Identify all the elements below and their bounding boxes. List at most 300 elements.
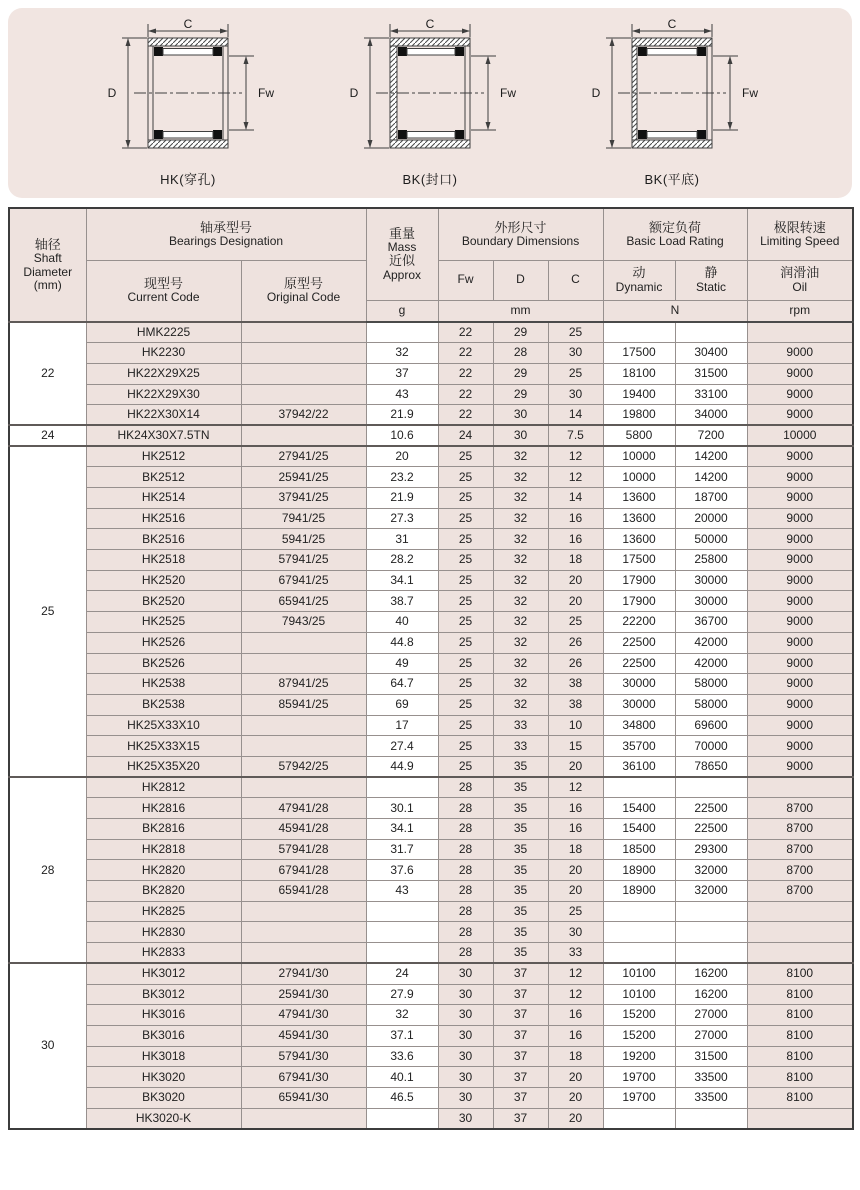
fw-cell: 25 (438, 591, 493, 612)
mass-cell: 27.4 (366, 736, 438, 757)
c-cell: 7.5 (548, 425, 603, 446)
original-code-cell: 57941/25 (241, 550, 366, 571)
header-oil: 润滑油 Oil (747, 260, 853, 300)
table-row (9, 943, 853, 964)
header-unit-rpm: rpm (747, 300, 853, 322)
svg-text:Fw: Fw (258, 86, 274, 100)
table-row (9, 922, 853, 943)
fw-cell: 25 (438, 508, 493, 529)
dynamic-load-cell: 30000 (603, 694, 675, 715)
table-row (9, 363, 853, 384)
speed-cell (747, 922, 853, 943)
speed-cell: 9000 (747, 715, 853, 736)
mass-cell (366, 322, 438, 343)
fw-cell: 30 (438, 1005, 493, 1026)
c-cell: 18 (548, 1046, 603, 1067)
mass-cell: 37.1 (366, 1025, 438, 1046)
static-load-cell: 30400 (675, 343, 747, 364)
static-load-cell: 33500 (675, 1067, 747, 1088)
speed-cell: 10000 (747, 425, 853, 446)
original-code-cell (241, 322, 366, 343)
table-row (9, 591, 853, 612)
original-code-cell: 7941/25 (241, 508, 366, 529)
c-cell: 25 (548, 363, 603, 384)
table-row (9, 1087, 853, 1108)
mass-cell: 21.9 (366, 405, 438, 426)
svg-text:Fw: Fw (742, 86, 758, 100)
table-row (9, 1067, 853, 1088)
table-row (9, 529, 853, 550)
shaft-diameter-cell: 25 (9, 446, 86, 777)
d-cell: 35 (493, 943, 548, 964)
dynamic-load-cell (603, 322, 675, 343)
mass-cell: 27.9 (366, 984, 438, 1005)
original-code-cell: 45941/30 (241, 1025, 366, 1046)
original-code-cell (241, 901, 366, 922)
fw-cell: 22 (438, 384, 493, 405)
fw-cell: 25 (438, 446, 493, 467)
d-cell: 37 (493, 1046, 548, 1067)
table-row (9, 632, 853, 653)
static-load-cell: 33500 (675, 1087, 747, 1108)
d-cell: 30 (493, 425, 548, 446)
table-row (9, 963, 853, 984)
current-code-cell: HK2230 (86, 343, 241, 364)
bearing-diagrams-panel (8, 8, 852, 198)
table-row (9, 425, 853, 446)
static-load-cell: 42000 (675, 632, 747, 653)
bearing-diagram-bk-sealed (330, 18, 530, 188)
dynamic-load-cell: 18900 (603, 860, 675, 881)
c-cell: 16 (548, 1025, 603, 1046)
mass-cell: 21.9 (366, 488, 438, 509)
fw-cell: 22 (438, 405, 493, 426)
mass-cell: 30.1 (366, 798, 438, 819)
original-code-cell: 37941/25 (241, 488, 366, 509)
header-unit-mm: mm (438, 300, 603, 322)
original-code-cell: 45941/28 (241, 819, 366, 840)
fw-cell: 28 (438, 839, 493, 860)
current-code-cell: HK3020-K (86, 1108, 241, 1129)
d-cell: 32 (493, 529, 548, 550)
current-code-cell: HK2512 (86, 446, 241, 467)
header-fw: Fw (438, 260, 493, 300)
c-cell: 12 (548, 777, 603, 798)
dynamic-load-cell (603, 1108, 675, 1129)
mass-cell: 43 (366, 881, 438, 902)
c-cell: 20 (548, 756, 603, 777)
svg-text:D: D (107, 86, 117, 100)
header-limiting-speed: 极限转速 Limiting Speed (747, 208, 853, 260)
c-cell: 25 (548, 322, 603, 343)
speed-cell: 9000 (747, 384, 853, 405)
fw-cell: 28 (438, 922, 493, 943)
d-cell: 35 (493, 777, 548, 798)
d-cell: 35 (493, 756, 548, 777)
original-code-cell: 65941/30 (241, 1087, 366, 1108)
d-cell: 32 (493, 488, 548, 509)
fw-cell: 25 (438, 632, 493, 653)
speed-cell: 9000 (747, 488, 853, 509)
dynamic-load-cell: 15400 (603, 819, 675, 840)
header-unit-g: g (366, 300, 438, 322)
d-cell: 33 (493, 715, 548, 736)
static-load-cell: 70000 (675, 736, 747, 757)
dynamic-load-cell: 35700 (603, 736, 675, 757)
speed-cell: 9000 (747, 343, 853, 364)
dynamic-load-cell: 10000 (603, 446, 675, 467)
c-cell: 12 (548, 446, 603, 467)
dynamic-load-cell (603, 901, 675, 922)
c-cell: 30 (548, 343, 603, 364)
fw-cell: 24 (438, 425, 493, 446)
fw-cell: 25 (438, 756, 493, 777)
speed-cell (747, 943, 853, 964)
header-bearings-designation: 轴承型号 Bearings Designation (86, 208, 366, 260)
c-cell: 10 (548, 715, 603, 736)
table-row (9, 881, 853, 902)
dynamic-load-cell: 5800 (603, 425, 675, 446)
mass-cell (366, 943, 438, 964)
c-cell: 16 (548, 1005, 603, 1026)
dynamic-load-cell: 22200 (603, 612, 675, 633)
mass-cell: 37.6 (366, 860, 438, 881)
d-cell: 32 (493, 467, 548, 488)
current-code-cell: HK2833 (86, 943, 241, 964)
speed-cell: 9000 (747, 363, 853, 384)
original-code-cell: 57941/28 (241, 839, 366, 860)
current-code-cell: HK24X30X7.5TN (86, 425, 241, 446)
c-cell: 33 (548, 943, 603, 964)
original-code-cell (241, 343, 366, 364)
d-cell: 37 (493, 963, 548, 984)
original-code-cell (241, 425, 366, 446)
diagram-caption: HK(穿孔) (160, 172, 216, 187)
static-load-cell: 16200 (675, 984, 747, 1005)
current-code-cell: BK2516 (86, 529, 241, 550)
static-load-cell (675, 322, 747, 343)
table-row (9, 777, 853, 798)
static-load-cell: 18700 (675, 488, 747, 509)
static-load-cell: 34000 (675, 405, 747, 426)
d-cell: 32 (493, 446, 548, 467)
current-code-cell: HK22X29X25 (86, 363, 241, 384)
d-cell: 35 (493, 819, 548, 840)
d-cell: 32 (493, 694, 548, 715)
table-row (9, 1046, 853, 1067)
speed-cell: 8100 (747, 1025, 853, 1046)
mass-cell: 32 (366, 343, 438, 364)
table-row (9, 715, 853, 736)
c-cell: 30 (548, 922, 603, 943)
original-code-cell (241, 363, 366, 384)
dynamic-load-cell: 18500 (603, 839, 675, 860)
table-row (9, 694, 853, 715)
dynamic-load-cell: 10100 (603, 963, 675, 984)
speed-cell: 9000 (747, 446, 853, 467)
speed-cell: 8100 (747, 1046, 853, 1067)
static-load-cell (675, 922, 747, 943)
c-cell: 20 (548, 1067, 603, 1088)
d-cell: 32 (493, 508, 548, 529)
shaft-diameter-cell: 28 (9, 777, 86, 963)
fw-cell: 25 (438, 694, 493, 715)
speed-cell: 8700 (747, 881, 853, 902)
current-code-cell: HK3018 (86, 1046, 241, 1067)
speed-cell: 9000 (747, 653, 853, 674)
table-row (9, 488, 853, 509)
current-code-cell: HMK2225 (86, 322, 241, 343)
speed-cell: 9000 (747, 591, 853, 612)
fw-cell: 30 (438, 1108, 493, 1129)
dynamic-load-cell: 36100 (603, 756, 675, 777)
c-cell: 14 (548, 488, 603, 509)
fw-cell: 28 (438, 881, 493, 902)
mass-cell: 33.6 (366, 1046, 438, 1067)
mass-cell: 64.7 (366, 674, 438, 695)
dynamic-load-cell: 10000 (603, 467, 675, 488)
fw-cell: 22 (438, 343, 493, 364)
dynamic-load-cell: 19800 (603, 405, 675, 426)
mass-cell: 31.7 (366, 839, 438, 860)
current-code-cell: HK2538 (86, 674, 241, 695)
bearing-diagram-bk-flat (572, 18, 772, 188)
dynamic-load-cell: 19700 (603, 1067, 675, 1088)
svg-text:D: D (591, 86, 601, 100)
static-load-cell: 25800 (675, 550, 747, 571)
header-c: C (548, 260, 603, 300)
dynamic-load-cell: 15400 (603, 798, 675, 819)
speed-cell: 9000 (747, 570, 853, 591)
original-code-cell: 25941/30 (241, 984, 366, 1005)
dynamic-load-cell: 17900 (603, 591, 675, 612)
original-code-cell: 27941/25 (241, 446, 366, 467)
speed-cell: 9000 (747, 550, 853, 571)
c-cell: 25 (548, 612, 603, 633)
static-load-cell: 78650 (675, 756, 747, 777)
mass-cell (366, 777, 438, 798)
static-load-cell: 27000 (675, 1025, 747, 1046)
original-code-cell (241, 632, 366, 653)
table-row (9, 984, 853, 1005)
c-cell: 30 (548, 384, 603, 405)
mass-cell: 46.5 (366, 1087, 438, 1108)
mass-cell: 38.7 (366, 591, 438, 612)
d-cell: 33 (493, 736, 548, 757)
fw-cell: 25 (438, 715, 493, 736)
d-cell: 32 (493, 632, 548, 653)
mass-cell: 27.3 (366, 508, 438, 529)
speed-cell: 9000 (747, 508, 853, 529)
d-cell: 37 (493, 984, 548, 1005)
static-load-cell: 50000 (675, 529, 747, 550)
speed-cell: 8100 (747, 963, 853, 984)
speed-cell: 8100 (747, 1005, 853, 1026)
svg-text:C: C (183, 18, 193, 31)
table-row (9, 736, 853, 757)
static-load-cell: 16200 (675, 963, 747, 984)
mass-cell: 37 (366, 363, 438, 384)
dynamic-load-cell: 19200 (603, 1046, 675, 1067)
table-row (9, 756, 853, 777)
current-code-cell: HK2818 (86, 839, 241, 860)
speed-cell (747, 1108, 853, 1129)
mass-cell: 49 (366, 653, 438, 674)
static-load-cell: 7200 (675, 425, 747, 446)
original-code-cell: 47941/28 (241, 798, 366, 819)
static-load-cell: 27000 (675, 1005, 747, 1026)
table-row (9, 405, 853, 426)
original-code-cell: 7943/25 (241, 612, 366, 633)
mass-cell: 34.1 (366, 819, 438, 840)
d-cell: 32 (493, 612, 548, 633)
current-code-cell: HK25X35X20 (86, 756, 241, 777)
original-code-cell (241, 1108, 366, 1129)
mass-cell: 31 (366, 529, 438, 550)
spec-table-body (9, 322, 853, 1129)
d-cell: 35 (493, 798, 548, 819)
shaft-diameter-cell: 30 (9, 963, 86, 1129)
static-load-cell: 20000 (675, 508, 747, 529)
static-load-cell: 33100 (675, 384, 747, 405)
table-row (9, 384, 853, 405)
dynamic-load-cell: 34800 (603, 715, 675, 736)
static-load-cell: 22500 (675, 798, 747, 819)
static-load-cell: 36700 (675, 612, 747, 633)
current-code-cell: BK2538 (86, 694, 241, 715)
c-cell: 38 (548, 674, 603, 695)
d-cell: 29 (493, 363, 548, 384)
c-cell: 14 (548, 405, 603, 426)
dynamic-load-cell: 30000 (603, 674, 675, 695)
c-cell: 20 (548, 860, 603, 881)
c-cell: 38 (548, 694, 603, 715)
original-code-cell: 57942/25 (241, 756, 366, 777)
c-cell: 20 (548, 1087, 603, 1108)
header-shaft-diameter: 轴径 Shaft Diameter (mm) (9, 208, 86, 322)
fw-cell: 25 (438, 674, 493, 695)
current-code-cell: HK2812 (86, 777, 241, 798)
mass-cell: 69 (366, 694, 438, 715)
table-row (9, 550, 853, 571)
d-cell: 32 (493, 591, 548, 612)
static-load-cell: 29300 (675, 839, 747, 860)
header-d: D (493, 260, 548, 300)
current-code-cell: HK2525 (86, 612, 241, 633)
current-code-cell: BK3020 (86, 1087, 241, 1108)
c-cell: 16 (548, 508, 603, 529)
speed-cell: 9000 (747, 756, 853, 777)
dynamic-load-cell: 22500 (603, 653, 675, 674)
c-cell: 18 (548, 550, 603, 571)
header-unit-n: N (603, 300, 747, 322)
table-row (9, 1108, 853, 1129)
bearing-cross-section-icon (572, 18, 772, 168)
dynamic-load-cell: 13600 (603, 508, 675, 529)
table-row (9, 1025, 853, 1046)
d-cell: 32 (493, 653, 548, 674)
header-mass-approx: 重量 Mass 近似 Approx (366, 208, 438, 300)
original-code-cell (241, 943, 366, 964)
svg-text:Fw: Fw (500, 86, 516, 100)
header-current-code: 现型号 Current Code (86, 260, 241, 322)
static-load-cell: 14200 (675, 446, 747, 467)
speed-cell: 8700 (747, 860, 853, 881)
header-boundary-dimensions: 外形尺寸 Boundary Dimensions (438, 208, 603, 260)
current-code-cell: BK3016 (86, 1025, 241, 1046)
current-code-cell: HK3012 (86, 963, 241, 984)
svg-text:C: C (667, 18, 677, 31)
dynamic-load-cell: 18100 (603, 363, 675, 384)
current-code-cell: BK2526 (86, 653, 241, 674)
original-code-cell: 25941/25 (241, 467, 366, 488)
current-code-cell: BK2512 (86, 467, 241, 488)
c-cell: 12 (548, 963, 603, 984)
page (0, 8, 860, 1130)
static-load-cell (675, 1108, 747, 1129)
c-cell: 16 (548, 798, 603, 819)
current-code-cell: BK3012 (86, 984, 241, 1005)
c-cell: 16 (548, 819, 603, 840)
current-code-cell: BK2820 (86, 881, 241, 902)
original-code-cell (241, 736, 366, 757)
header-original-code: 原型号 Original Code (241, 260, 366, 322)
static-load-cell: 69600 (675, 715, 747, 736)
d-cell: 37 (493, 1108, 548, 1129)
mass-cell: 32 (366, 1005, 438, 1026)
speed-cell: 8700 (747, 839, 853, 860)
table-row (9, 839, 853, 860)
speed-cell (747, 322, 853, 343)
c-cell: 12 (548, 467, 603, 488)
bearing-diagram-hk (88, 18, 288, 188)
table-row (9, 467, 853, 488)
current-code-cell: HK22X29X30 (86, 384, 241, 405)
d-cell: 32 (493, 674, 548, 695)
d-cell: 32 (493, 570, 548, 591)
fw-cell: 28 (438, 819, 493, 840)
original-code-cell (241, 384, 366, 405)
d-cell: 37 (493, 1087, 548, 1108)
d-cell: 37 (493, 1067, 548, 1088)
dynamic-load-cell (603, 922, 675, 943)
dynamic-load-cell: 19400 (603, 384, 675, 405)
current-code-cell: HK2526 (86, 632, 241, 653)
fw-cell: 25 (438, 550, 493, 571)
d-cell: 37 (493, 1005, 548, 1026)
fw-cell: 30 (438, 1046, 493, 1067)
c-cell: 20 (548, 881, 603, 902)
fw-cell: 22 (438, 363, 493, 384)
table-row (9, 322, 853, 343)
speed-cell: 9000 (747, 612, 853, 633)
fw-cell: 25 (438, 653, 493, 674)
c-cell: 15 (548, 736, 603, 757)
static-load-cell: 30000 (675, 570, 747, 591)
current-code-cell: HK2816 (86, 798, 241, 819)
static-load-cell (675, 777, 747, 798)
speed-cell: 9000 (747, 736, 853, 757)
table-row (9, 570, 853, 591)
dynamic-load-cell: 18900 (603, 881, 675, 902)
fw-cell: 25 (438, 736, 493, 757)
dynamic-load-cell: 15200 (603, 1025, 675, 1046)
header-static: 静 Static (675, 260, 747, 300)
fw-cell: 30 (438, 984, 493, 1005)
original-code-cell (241, 922, 366, 943)
static-load-cell: 32000 (675, 881, 747, 902)
d-cell: 35 (493, 839, 548, 860)
